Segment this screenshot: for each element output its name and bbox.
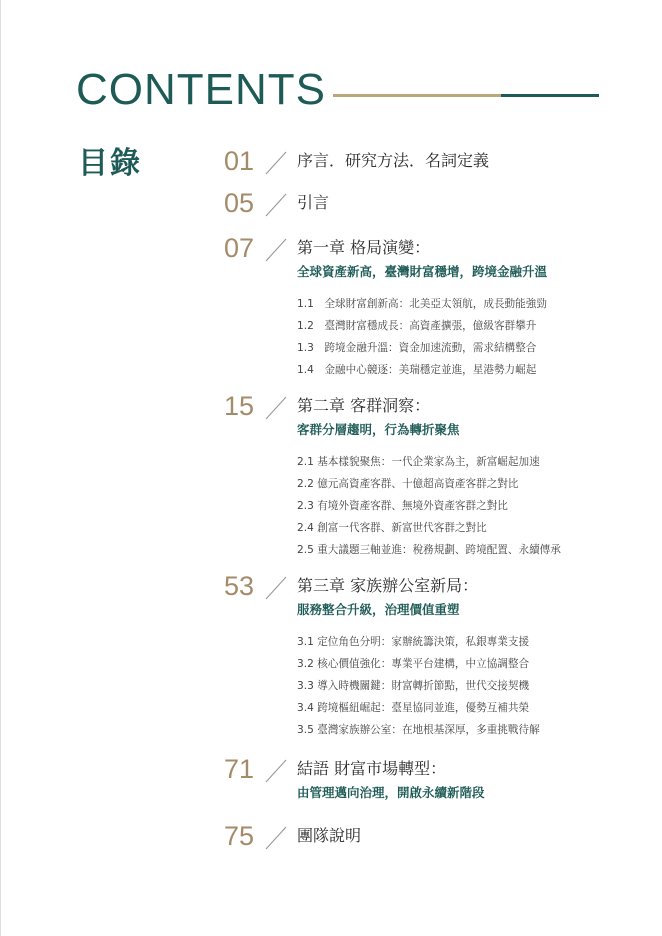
toc-section-item[interactable]: 3.5 臺灣家族辦公室：在地根基深厚，多重挑戰待解 xyxy=(297,724,540,736)
slash-divider-icon xyxy=(262,573,290,601)
page-title: CONTENTS xyxy=(76,65,326,114)
toc-page-number: 01 xyxy=(224,146,255,176)
toc-page-number: 07 xyxy=(224,233,255,263)
toc-entry-subtitle: 由管理邁向治理，開啟永續新階段 xyxy=(297,785,485,800)
title-rule-gold xyxy=(333,94,501,97)
title-rule-teal xyxy=(501,94,599,97)
slash-divider-icon xyxy=(262,148,290,176)
toc-page-number: 15 xyxy=(224,391,255,421)
toc-section-item[interactable]: 2.4 創富一代客群、新富世代客群之對比 xyxy=(297,522,487,534)
toc-section-item[interactable]: 2.3 有境外資產客群、無境外資產客群之對比 xyxy=(297,500,508,512)
toc-section-item[interactable]: 1.3 跨境金融升溫：資金加速流動，需求結構整合 xyxy=(297,342,537,354)
toc-section-list xyxy=(297,631,540,741)
toc-entry-subtitle: 客群分層趨明，行為轉折聚焦 xyxy=(297,422,460,437)
toc-section-item[interactable]: 1.4 金融中心競逐：美瑞穩定並進，星港勢力崛起 xyxy=(297,364,537,376)
toc-section-list xyxy=(297,293,547,381)
toc-page-number: 75 xyxy=(224,821,255,851)
toc-entry-subtitle: 服務整合升級，治理價值重塑 xyxy=(297,602,460,617)
page-edge-line xyxy=(0,0,1,936)
toc-entry-title: 結語 財富市場轉型： xyxy=(297,759,447,778)
toc-entry-title: 第三章 家族辦公室新局： xyxy=(297,576,479,595)
toc-section-list xyxy=(297,451,561,561)
toc-section-item[interactable]: 1.2 臺灣財富穩成長：高資產擴張，億級客群攀升 xyxy=(297,320,537,332)
toc-page-number: 05 xyxy=(224,188,255,218)
toc-entry-title: 團隊說明 xyxy=(297,826,362,845)
toc-entry-title: 引言 xyxy=(297,193,330,212)
toc-page-number: 53 xyxy=(224,571,255,601)
toc-section-item[interactable]: 2.5 重大議題三軸並進：稅務規劃、跨境配置、永續傳承 xyxy=(297,544,561,556)
slash-divider-icon xyxy=(262,235,290,263)
toc-entry-subtitle: 全球資產新高，臺灣財富穩增，跨境金融升溫 xyxy=(297,264,548,279)
slash-divider-icon xyxy=(262,823,290,851)
toc-entry-title: 第一章 格局演變： xyxy=(297,238,431,257)
toc-section-item[interactable]: 2.2 億元高資產客群、十億超高資產客群之對比 xyxy=(297,478,519,490)
slash-divider-icon xyxy=(262,190,290,218)
toc-entry-title: 第二章 客群洞察： xyxy=(297,396,431,415)
toc-section-item[interactable]: 2.1 基本樣貌聚焦：一代企業家為主，新富崛起加速 xyxy=(297,456,540,468)
toc-section-item[interactable]: 1.1 全球財富創新高：北美亞太領航，成長動能強勁 xyxy=(297,298,547,310)
toc-section-item[interactable]: 3.3 導入時機關鍵：財富轉折節點，世代交接契機 xyxy=(297,680,530,692)
toc-section-item[interactable]: 3.1 定位角色分明：家辦統籌決策，私銀專業支援 xyxy=(297,636,530,648)
slash-divider-icon xyxy=(262,756,290,784)
toc-page-number: 71 xyxy=(224,754,255,784)
slash-divider-icon xyxy=(262,393,290,421)
toc-entry-title: 序言．研究方法．名詞定義 xyxy=(297,151,490,170)
toc-section-item[interactable]: 3.4 跨境樞紐崛起：臺星協同並進，優勢互補共榮 xyxy=(297,702,530,714)
toc-section-item[interactable]: 3.2 核心價值強化：專業平台建構，中立協調整合 xyxy=(297,658,530,670)
page-subtitle: 目錄 xyxy=(78,146,142,181)
